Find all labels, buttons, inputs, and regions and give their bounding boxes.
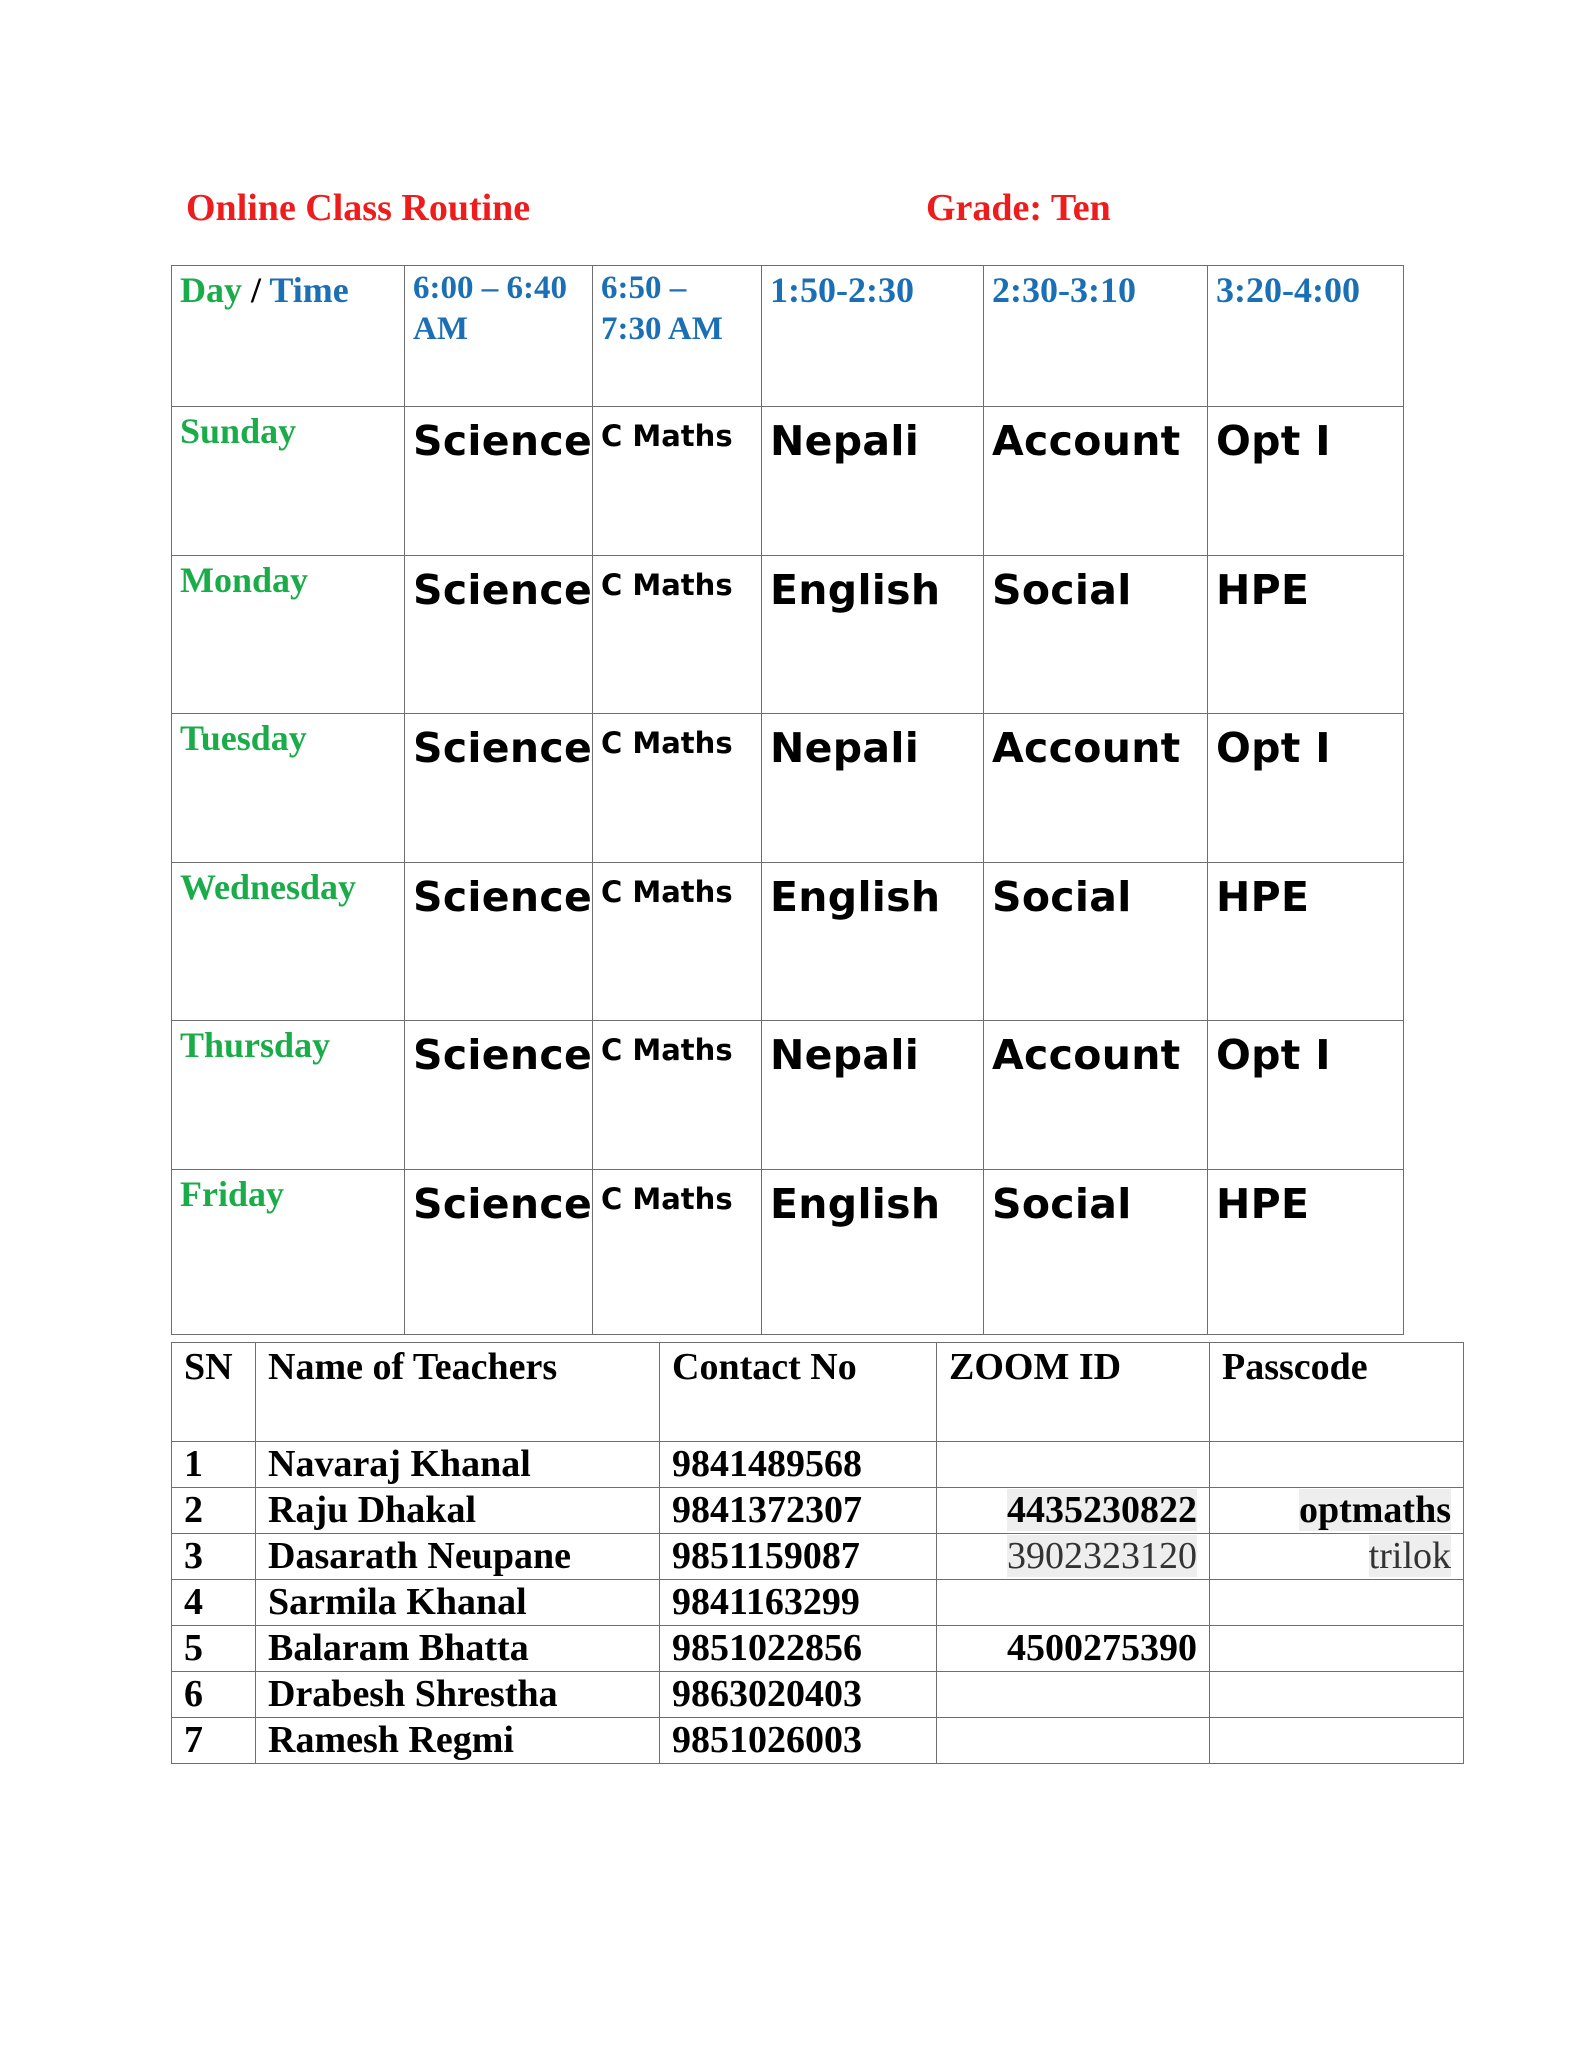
teacher-row (172, 1442, 1464, 1488)
subject-cell: C Maths (593, 863, 762, 1021)
sn-cell: 2 (172, 1488, 256, 1534)
routine-row (172, 556, 1404, 714)
column-header: Passcode (1210, 1343, 1464, 1442)
passcode-cell (1210, 1718, 1464, 1764)
column-header: ZOOM ID (937, 1343, 1210, 1442)
subject-cell: C Maths (593, 556, 762, 714)
teacher-name-cell: Ramesh Regmi (256, 1718, 660, 1764)
subject-cell: C Maths (593, 407, 762, 556)
routine-row (172, 1021, 1404, 1170)
subject-cell: HPE (1208, 863, 1404, 1021)
corner-time: Time (269, 270, 349, 310)
subject-cell: Opt I (1208, 714, 1404, 863)
day-cell: Sunday (172, 407, 405, 556)
routine-row (172, 863, 1404, 1021)
time-slot-header: 3:20-4:00 (1208, 266, 1404, 407)
time-slot-header: 2:30-3:10 (984, 266, 1208, 407)
contact-cell: 9863020403 (660, 1672, 937, 1718)
sn-cell: 3 (172, 1534, 256, 1580)
subject-cell: Opt I (1208, 1021, 1404, 1170)
subject-cell: Science (405, 1021, 593, 1170)
teacher-row (172, 1534, 1464, 1580)
zoom-id-cell (937, 1580, 1210, 1626)
zoom-id-cell (937, 1442, 1210, 1488)
subject-cell: Science (405, 714, 593, 863)
teacher-row (172, 1626, 1464, 1672)
subject-cell: Nepali (762, 1021, 984, 1170)
sn-cell: 6 (172, 1672, 256, 1718)
sn-cell: 5 (172, 1626, 256, 1672)
contact-cell: 9851026003 (660, 1718, 937, 1764)
day-cell: Wednesday (172, 863, 405, 1021)
teacher-row (172, 1718, 1464, 1764)
time-slot-header: 1:50-2:30 (762, 266, 984, 407)
zoom-id-cell (937, 1534, 1210, 1580)
teachers-header-row (172, 1343, 1464, 1442)
subject-cell: Opt I (1208, 407, 1404, 556)
subject-cell: C Maths (593, 1170, 762, 1335)
subject-cell: English (762, 863, 984, 1021)
subject-cell: Social (984, 863, 1208, 1021)
subject-cell: HPE (1208, 1170, 1404, 1335)
corner-day: Day (180, 270, 242, 310)
passcode-cell (1210, 1626, 1464, 1672)
routine-row (172, 714, 1404, 863)
time-slot-header: 6:50 – 7:30 AM (593, 266, 762, 407)
zoom-id-value: 4435230822 (1007, 1489, 1197, 1531)
teacher-name-cell: Navaraj Khanal (256, 1442, 660, 1488)
subject-cell: Nepali (762, 407, 984, 556)
subject-cell: Account (984, 1021, 1208, 1170)
teacher-row (172, 1488, 1464, 1534)
passcode-value: optmaths (1298, 1489, 1451, 1531)
day-cell: Thursday (172, 1021, 405, 1170)
column-header: Contact No (660, 1343, 937, 1442)
zoom-id-cell: 4500275390 (937, 1626, 1210, 1672)
teacher-name-cell: Balaram Bhatta (256, 1626, 660, 1672)
teacher-name-cell: Raju Dhakal (256, 1488, 660, 1534)
zoom-id-value: 3902323120 (1007, 1535, 1197, 1577)
passcode-value: trilok (1368, 1535, 1451, 1577)
contact-cell: 9841163299 (660, 1580, 937, 1626)
contact-cell: 9851022856 (660, 1626, 937, 1672)
subject-cell: C Maths (593, 1021, 762, 1170)
sn-cell: 4 (172, 1580, 256, 1626)
subject-cell: Science (405, 863, 593, 1021)
grade-label: Grade: Ten (926, 187, 1111, 229)
zoom-id-cell (937, 1718, 1210, 1764)
subject-cell: Account (984, 714, 1208, 863)
column-header: SN (172, 1343, 256, 1442)
corner-separator: / (242, 270, 270, 310)
passcode-cell (1210, 1672, 1464, 1718)
routine-header-row (172, 266, 1404, 407)
teacher-name-cell: Drabesh Shrestha (256, 1672, 660, 1718)
title-row (0, 186, 1583, 236)
day-cell: Monday (172, 556, 405, 714)
teachers-table (171, 1342, 1464, 1764)
sn-cell: 7 (172, 1718, 256, 1764)
teacher-row (172, 1672, 1464, 1718)
passcode-cell (1210, 1442, 1464, 1488)
contact-cell: 9841489568 (660, 1442, 937, 1488)
subject-cell: C Maths (593, 714, 762, 863)
subject-cell: Science (405, 407, 593, 556)
subject-cell: Social (984, 1170, 1208, 1335)
subject-cell: Science (405, 1170, 593, 1335)
sn-cell: 1 (172, 1442, 256, 1488)
subject-cell: English (762, 556, 984, 714)
day-cell: Friday (172, 1170, 405, 1335)
column-header: Name of Teachers (256, 1343, 660, 1442)
subject-cell: Science (405, 556, 593, 714)
passcode-cell (1210, 1488, 1464, 1534)
subject-cell: Account (984, 407, 1208, 556)
day-cell: Tuesday (172, 714, 405, 863)
subject-cell: English (762, 1170, 984, 1335)
time-slot-header: 6:00 – 6:40 AM (405, 266, 593, 407)
zoom-id-cell (937, 1672, 1210, 1718)
subject-cell: HPE (1208, 556, 1404, 714)
teacher-row (172, 1580, 1464, 1626)
document-title: Online Class Routine (186, 187, 531, 229)
contact-cell: 9841372307 (660, 1488, 937, 1534)
teacher-name-cell: Sarmila Khanal (256, 1580, 660, 1626)
routine-row (172, 407, 1404, 556)
routine-row (172, 1170, 1404, 1335)
contact-cell: 9851159087 (660, 1534, 937, 1580)
zoom-id-cell (937, 1488, 1210, 1534)
subject-cell: Nepali (762, 714, 984, 863)
passcode-cell (1210, 1580, 1464, 1626)
subject-cell: Social (984, 556, 1208, 714)
day-time-corner-cell (172, 266, 405, 407)
teacher-name-cell: Dasarath Neupane (256, 1534, 660, 1580)
class-routine-table (171, 265, 1404, 1335)
passcode-cell (1210, 1534, 1464, 1580)
